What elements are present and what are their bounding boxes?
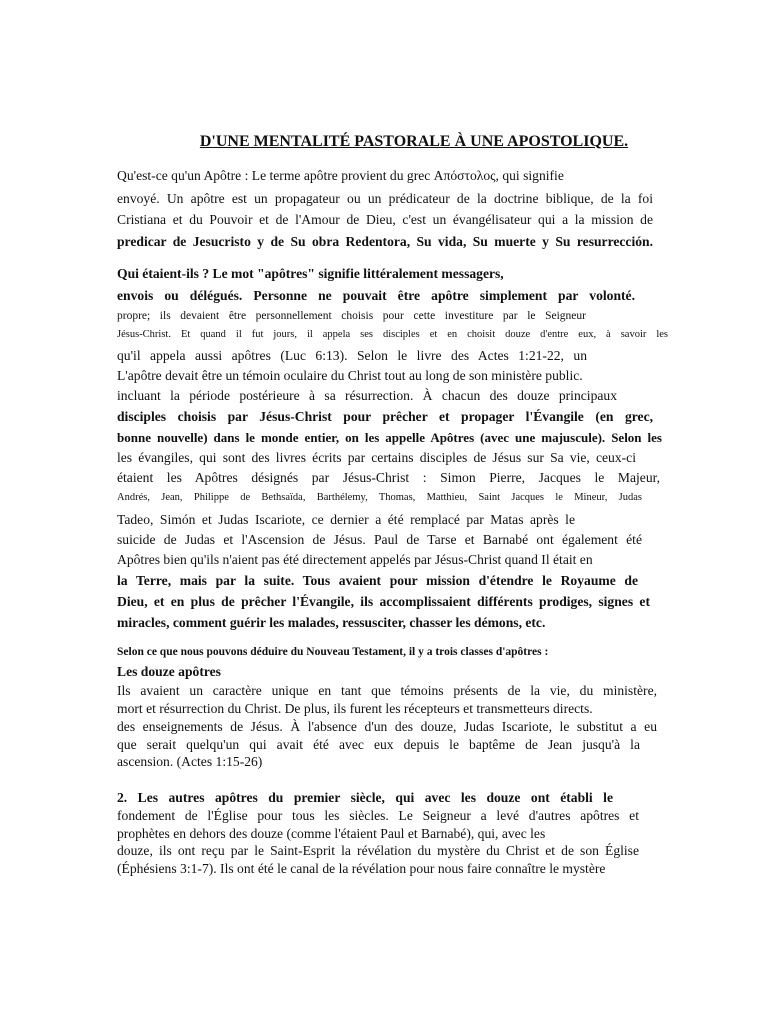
text-line: prophètes en dehors des douze (comme l'étaient Paul et Barnabé), qui, avec les [117, 826, 546, 841]
text-line: propre; ils devaient être personnellement choisis pour cette investiture par le Seigneur [117, 310, 586, 322]
text-line: des enseignements de Jésus. À l'absence d'un des douze, Judas Iscariote, le substitut a eu [117, 719, 657, 734]
text-line: Andrés, Jean, Philippe de Bethsaïda, Barthélemy, Thomas, Matthieu, Saint Jacques le Mineur, Judas [117, 492, 642, 503]
text-line: bonne nouvelle) dans le monde entier, on les appelle Apôtres (avec une majuscule). Selon les [117, 430, 662, 445]
text-line: douze, ils ont reçu par le Saint-Esprit la révélation du mystère du Christ et de son Église [117, 843, 639, 858]
text-line: mort et résurrection du Christ. De plus, ils furent les récepteurs et transmetteurs directs. [117, 701, 593, 716]
text-line: suicide de Judas et l'Ascension de Jésus. Paul de Tarse et Barnabé ont également été [117, 532, 642, 547]
text-line: étaient les Apôtres désignés par Jésus-Christ : Simon Pierre, Jacques le Majeur, [117, 470, 660, 485]
text-line: Qui étaient-ils ? Le mot "apôtres" signifie littéralement messagers, [117, 266, 504, 281]
text-line: envoyé. Un apôtre est un propagateur ou un prédicateur de la doctrine biblique, de la foi [117, 191, 653, 206]
text-line: Jésus-Christ. Et quand il fut jours, il appela ses disciples et en choisit douze d'entre eux, à savoir les [117, 329, 668, 340]
text-line: Ils avaient un caractère unique en tant que témoins présents de la vie, du ministère, [117, 683, 657, 698]
text-line: Qu'est-ce qu'un Apôtre : Le terme apôtre provient du grec Απόστολος, qui signifie [117, 168, 564, 183]
text-line: predicar de Jesucristo y de Su obra Redentora, Su vida, Su muerte y Su resurrección. [117, 234, 653, 249]
text-line: Apôtres bien qu'ils n'aient pas été directement appelés par Jésus-Christ quand Il était en [117, 552, 593, 567]
text-line: fondement de l'Église pour tous les siècles. Le Seigneur a levé d'autres apôtres et [117, 808, 639, 823]
text-line: que serait quelqu'un qui avait été avec eux depuis le baptême de Jean jusqu'à la [117, 737, 640, 752]
text-line: qu'il appela aussi apôtres (Luc 6:13). Selon le livre des Actes 1:21-22, un [117, 348, 587, 363]
text-line: miracles, comment guérir les malades, ressusciter, chasser les démons, etc. [117, 615, 546, 630]
text-line: ascension. (Actes 1:15-26) [117, 754, 263, 769]
text-line: Dieu, et en plus de prêcher l'Évangile, ils accomplissaient différents prodiges, signes et [117, 594, 650, 609]
text-line: envois ou délégués. Personne ne pouvait être apôtre simplement par volonté. [117, 288, 635, 303]
text-line: disciples choisis par Jésus-Christ pour prêcher et propager l'Évangile (en grec, [117, 409, 653, 424]
section-heading: Les douze apôtres [117, 664, 221, 679]
text-line: Cristiana et du Pouvoir et de l'Amour de Dieu, c'est un évangélisateur qui a la mission de [117, 212, 653, 227]
text-line: 2. Les autres apôtres du premier siècle, qui avec les douze ont établi le [117, 790, 613, 805]
text-line: incluant la période postérieure à sa résurrection. À chacun des douze principaux [117, 388, 617, 403]
text-line: Tadeo, Simón et Judas Iscariote, ce dernier a été remplacé par Matas après le [117, 512, 575, 527]
text-line: la Terre, mais par la suite. Tous avaient pour mission d'étendre le Royaume de [117, 573, 638, 588]
page-title: D'UNE MENTALITÉ PASTORALE À UNE APOSTOLIQUE. [199, 133, 629, 150]
text-line: (Éphésiens 3:1-7). Ils ont été le canal de la révélation pour nous faire connaître le mystère [117, 861, 606, 876]
text-line: les évangiles, qui sont des livres écrits par certains disciples de Jésus sur Sa vie, ceux-ci [117, 450, 636, 465]
text-line: L'apôtre devait être un témoin oculaire du Christ tout au long de son ministère public. [117, 368, 583, 383]
text-line: Selon ce que nous pouvons déduire du Nouveau Testament, il y a trois classes d'apôtres : [117, 646, 549, 658]
